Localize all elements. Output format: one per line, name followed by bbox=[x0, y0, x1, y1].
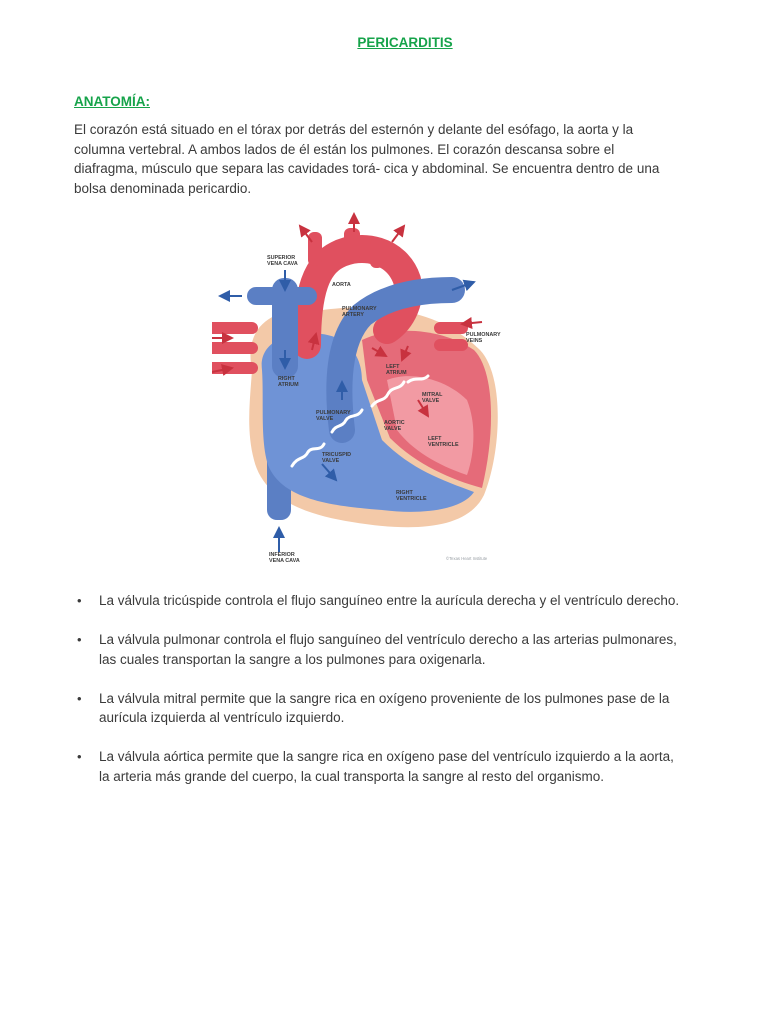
figure-credit: ©Texas Heart Institute bbox=[446, 556, 488, 561]
label-right-ventricle: RIGHT VENTRICLE bbox=[396, 490, 427, 502]
bullet-text: La válvula pulmonar controla el flujo sanguíneo del ventrículo derecho a las arterias pulmonares, las cuales transportan la sangre a los pulmones para oxigenarla. bbox=[99, 632, 677, 667]
label-superior-vena-cava: SUPERIOR VENA CAVA bbox=[267, 255, 298, 267]
bullet-icon: • bbox=[77, 690, 82, 706]
label-left-ventricle: LEFT VENTRICLE bbox=[428, 436, 459, 448]
label-pulmonary-artery: PULMONARY ARTERY bbox=[342, 306, 377, 318]
list-item bbox=[74, 747, 684, 786]
label-right-atrium: RIGHT ATRIUM bbox=[278, 376, 299, 388]
bullet-text: La válvula tricúspide controla el flujo sanguíneo entre la aurícula derecha y el ventrículo derecho. bbox=[99, 593, 680, 608]
valves-bullet-list bbox=[74, 591, 684, 806]
bullet-icon: • bbox=[77, 593, 82, 608]
document-title: PERICARDITIS bbox=[357, 35, 453, 50]
bullet-text: La válvula mitral permite que la sangre rica en oxígeno proveniente de los pulmones pase de la aurícula izquierda al ventrículo izquierdo. bbox=[99, 690, 670, 725]
bullet-icon: • bbox=[77, 749, 82, 764]
label-left-atrium: LEFT ATRIUM bbox=[386, 364, 407, 376]
pulmonary-veins-left bbox=[212, 328, 252, 368]
bullet-icon: • bbox=[77, 632, 82, 647]
intro-paragraph: El corazón está situado en el tórax por detrás del esternón y delante del esófago, la aorta y la columna vertebral. A ambos lados de él están los pulmones. El corazón descansa sobre el diafragma, músculo que separa las cavidades torá- cica y abdominal. Se encuentra dentro de una bolsa denominada pericardio. bbox=[74, 122, 660, 196]
list-item bbox=[74, 630, 684, 669]
list-item bbox=[74, 591, 684, 611]
section-heading-anatomia: ANATOMÍA: bbox=[74, 94, 150, 109]
label-pulmonary-veins: PULMONARY VEINS bbox=[466, 332, 501, 344]
label-inferior-vena-cava: INFERIOR VENA CAVA bbox=[269, 552, 300, 564]
label-tricuspid-valve: TRICUSPID VALVE bbox=[322, 452, 352, 464]
list-item bbox=[74, 689, 684, 728]
heart-anatomy-diagram bbox=[212, 210, 510, 568]
label-mitral-valve: MITRAL VALVE bbox=[422, 392, 443, 404]
label-pulmonary-valve: PULMONARY VALVE bbox=[316, 410, 351, 422]
label-aortic-valve: AORTIC VALVE bbox=[384, 420, 405, 432]
bullet-text: La válvula aórtica permite que la sangre rica en oxígeno pase del ventrículo izquierdo a la aorta, la arteria más grande del cuerpo, la cual transporta la sangre al resto del organismo. bbox=[99, 749, 674, 784]
label-aorta: AORTA bbox=[332, 282, 351, 288]
